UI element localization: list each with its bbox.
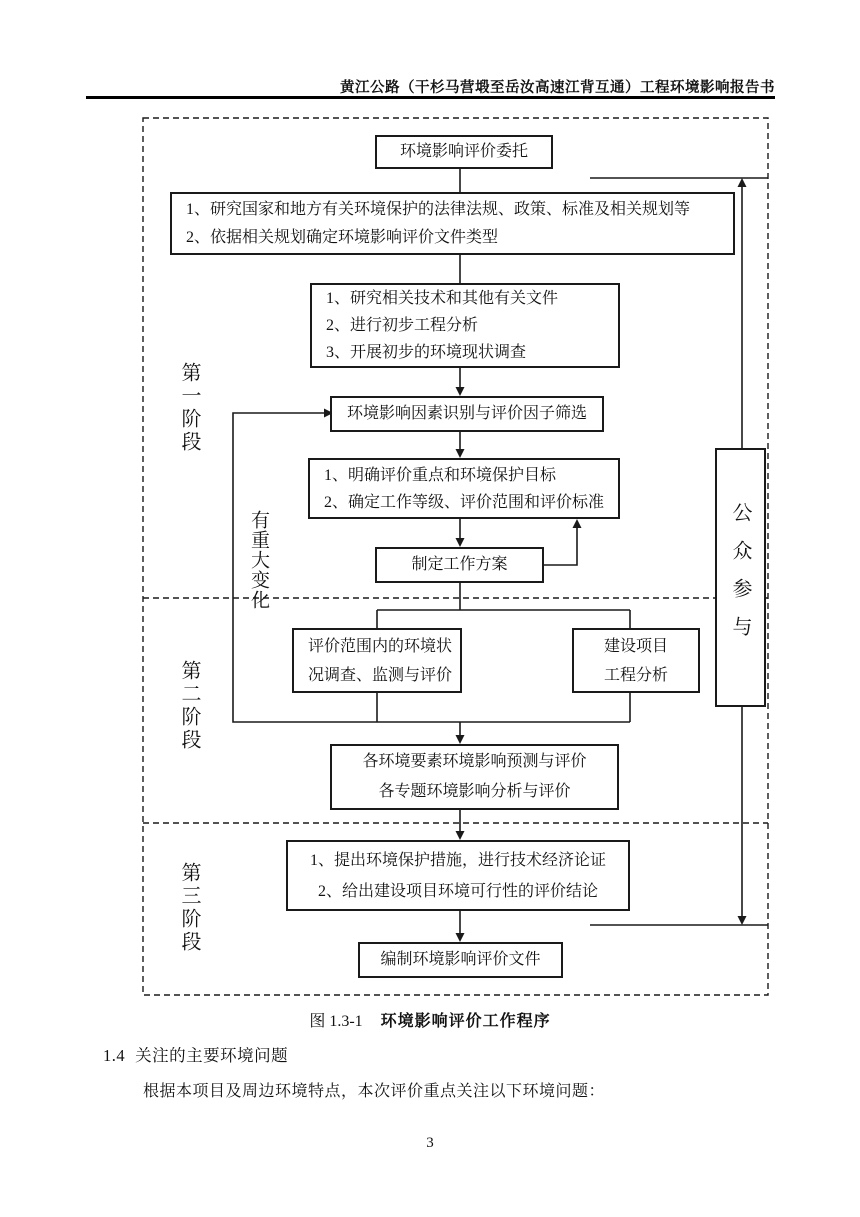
box-legal-research [170, 192, 735, 255]
public-participation-label: 公众参与 [729, 501, 751, 654]
box-line: 况调查、监测与评价 [308, 666, 453, 684]
major-change-feedback-label: 有重大变化 [248, 510, 269, 610]
box-line: 1、研究相关技术和其他有关文件 [326, 290, 559, 307]
stage3-label: 第三阶段 [178, 862, 200, 954]
box-line: 3、开展初步的环境现状调查 [326, 344, 527, 361]
body-paragraph: 根据本项目及周边环境特点，本次评价重点关注以下环境问题： [143, 1083, 606, 1100]
box-work-plan [375, 547, 544, 583]
box-compile-document [358, 942, 563, 978]
figure-title: 环境影响评价工作程序 [380, 1013, 551, 1030]
box-line: 工程分析 [603, 666, 668, 684]
box-environment-survey [292, 628, 462, 693]
box-initial-analysis [310, 283, 620, 368]
box-line: 2、确定工作等级、评价范围和评价标准 [324, 493, 605, 511]
box-line: 2、给出建设项目环境可行性的评价结论 [317, 882, 598, 900]
box-eia-commission [375, 135, 553, 169]
box-text: 制定工作方案 [411, 556, 508, 574]
box-line: 1、明确评价重点和环境保护目标 [324, 466, 557, 484]
box-line: 建设项目 [603, 637, 668, 655]
section-heading [103, 1042, 288, 1066]
box-text: 环境影响因素识别与评价因子筛选 [346, 405, 587, 423]
figure-caption [0, 1008, 860, 1031]
box-public-participation [715, 448, 766, 707]
header-rule [86, 96, 775, 99]
box-impact-prediction [330, 744, 619, 810]
figure-number: 图 1.3-1 [309, 1013, 363, 1030]
box-scope-standards [308, 458, 620, 519]
box-line: 各专题环境影响分析与评价 [378, 783, 571, 800]
box-text: 环境影响评价委托 [399, 143, 528, 161]
stage1-label: 第一阶段 [178, 362, 200, 454]
box-line: 1、研究国家和地方有关环境保护的法律法规、政策、标准及相关规划等 [186, 200, 691, 218]
page-number: 3 [426, 1135, 434, 1151]
box-line: 1、提出环境保护措施，进行技术经济论证 [309, 851, 606, 869]
stage2-label: 第二阶段 [178, 660, 200, 752]
page-header-title: 黄江公路（干杉马营塅至岳汝高速江背互通）工程环境影响报告书 [340, 80, 775, 96]
box-line: 评价范围内的环境状 [308, 637, 453, 655]
box-line: 各环境要素环境影响预测与评价 [362, 753, 587, 770]
box-line: 2、依据相关规划确定环境影响评价文件类型 [186, 228, 499, 246]
section-title: 关注的主要环境问题 [135, 1047, 289, 1065]
section-number: 1.4 [103, 1046, 126, 1065]
box-project-analysis [572, 628, 700, 693]
box-line: 2、进行初步工程分析 [326, 317, 479, 334]
box-text: 编制环境影响评价文件 [380, 951, 541, 969]
box-protection-measures [286, 840, 630, 911]
box-factor-screening [330, 396, 604, 432]
